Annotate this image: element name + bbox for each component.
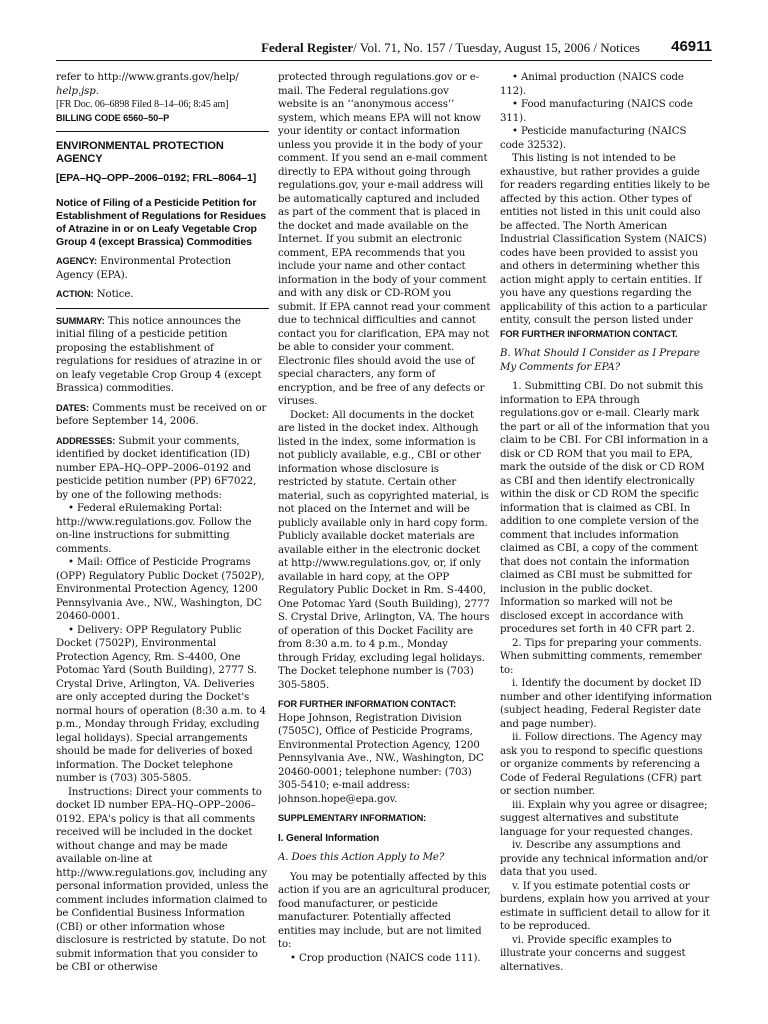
ref-url: refer to http://www.grants.gov/help/	[56, 72, 239, 83]
divider	[56, 131, 269, 132]
docket-paragraph: Docket: All documents in the docket are listed in the docket index. Although listed in the index, some information is not publicly available, e.g., CBI or other information whose disclosure is restricted by statute. Certain other material, such as copyrighted material, is not placed on the Internet and will be publicly available only in hard copy form. Publicly available docket materials are available either in the electronic docket at http://www.regulations.gov, or, if only available in hard copy, at the OPP Regulatory Public Docket in Rm. S-4400, One Potomac Yard (South Building), 2777 S. Crystal Drive, Arlington, VA. The hours of operation of this Docket Facility are from 8:30 a.m. to 4 p.m., Monday through Friday, excluding legal holidays. The Docket telephone number is (703) 305-5805.	[278, 409, 490, 691]
column-1	[56, 71, 269, 1016]
agency-heading: ENVIRONMENTAL PROTECTION AGENCY	[56, 140, 224, 165]
dates: DATES: Comments must be received on or before September 14, 2006.	[56, 402, 267, 427]
agency-line: AGENCY: Environmental Protection Agency (EPA).	[56, 256, 231, 281]
tip-item: i. Identify the document by docket ID number and other identifying information (subject heading, Federal Register date and page number).	[500, 678, 712, 730]
delivery-method: • Delivery: OPP Regulatory Public Docket (7502P), Environmental Protection Agency, Rm. S-4400, One Potomac Yard (South Building), 2777 S. Crystal Drive, Arlington, VA. Deliveries are only accepted during the Docket's normal hours of operation (8:30 a.m. to 4 p.m., Monday through Friday, excluding legal holidays). Special arrangements should be made for deliveries of boxed information. The Docket telephone number is (703) 305-5805.	[56, 624, 266, 784]
journal-name: Federal Register	[261, 40, 354, 55]
page-header	[56, 38, 712, 58]
tip-item: iii. Explain why you agree or disagree; suggest alternatives and substitute language for your requested changes.	[500, 799, 708, 838]
column-2	[278, 71, 491, 1016]
section-heading: I. General Information	[278, 832, 380, 844]
tips-paragraph: 2. Tips for preparing your comments. When submitting comments, remember to:	[500, 637, 702, 676]
divider	[56, 308, 269, 309]
mail-method: • Mail: Office of Pesticide Programs (OPP) Regulatory Public Docket (7502P), Environmental Protection Agency, 1200 Pennsylvania Ave., NW., Washington, DC 20460-0001.	[56, 557, 265, 622]
docket-number: [EPA–HQ–OPP–2006–0192; FRL–8064–1]	[56, 172, 257, 184]
action-line: ACTION: Notice.	[56, 289, 134, 300]
cbi-paragraph: 1. Submitting CBI. Do not submit this information to EPA through regulations.gov or e-mail. Clearly mark the part or all of the information that you claim to be CBI. For CBI information in a disk or CD ROM that you mail to EPA, mark the outside of the disk or CD ROM as CBI and then identify electronically within the disk or CD ROM the specific information that is claimed as CBI. In addition to one complete version of the comment that includes information claimed as CBI, a copy of the comment that does not contain the information claimed as CBI must be submitted for inclusion in the public docket. Information so marked will not be disclosed except in accordance with procedures set forth in 40 CFR part 2.	[500, 381, 710, 635]
listing-paragraph: This listing is not intended to be exhaustive, but rather provides a guide for readers regarding entities likely to be affected by this action. Other types of entities not listed in this unit could also be affected. The North American Industrial Classification System (NAICS) codes have been provided to assist you and others in determining whether this action might apply to certain entities. If you have any questions regarding the applicability of this action to a particular entity, consult the person listed under FOR FURTHER INFORMATION CONTACT.	[500, 153, 710, 339]
supplementary-heading: SUPPLEMENTARY INFORMATION:	[278, 813, 427, 823]
tip-item: vi. Provide specific examples to illustrate your concerns and suggest alternatives.	[500, 934, 686, 973]
fr-doc: [FR Doc. 06–6898 Filed 8–14–06; 8:45 am]	[56, 99, 229, 110]
instructions-cont: protected through regulations.gov or e-mail. The Federal regulations.gov website is an ‘‘anonymous access’’ system, which means EPA will not know your identity or contact information unless you provide it in the body of your comment. If you send an e-mail comment directly to EPA without going through regulations.gov, your e-mail address will be automatically captured and included as part of the comment that is placed in the docket and made available on the Internet. If you submit an electronic comment, EPA recommends that you include your name and other contact information in the body of your comment and with any disk or CD-ROM you submit. If EPA cannot read your comment due to technical difficulties and cannot contact you for clarification, EPA may not be able to consider your comment. Electronic files should avoid the use of special characters, any form of encryption, and be free of any defects or viruses.	[278, 72, 491, 407]
apply-paragraph: You may be potentially affected by this action if you are an agricultural producer, food manufacturer, or pesticide manufacturer. Potentially affected entities may include, but are not limited to:	[278, 871, 491, 950]
list-item: • Pesticide manufacturing (NAICS code 32532).	[500, 126, 687, 151]
list-item: • Animal production (NAICS code 112).	[500, 72, 684, 97]
tip-item: iv. Describe any assumptions and provide any technical information and/or data that you used.	[500, 840, 708, 878]
list-item: • Crop production (NAICS code 111).	[290, 952, 481, 964]
tip-item: ii. Follow directions. The Agency may ask you to respond to specific questions or organize comments by referencing a Code of Federal Regulations (CFR) part or section number.	[500, 732, 703, 797]
document-title: Notice of Filing of a Pesticide Petition for Establishment of Regulations for Residues of Atrazine in or on Leafy Vegetable Crop Group 4 (except Brassica) Commodities	[56, 197, 267, 248]
erulemaking-method: • Federal eRulemaking Portal: http://www.regulations.gov. Follow the on-line instructions for submitting comments.	[56, 503, 252, 555]
header-rule	[56, 60, 712, 61]
summary: SUMMARY: This notice announces the initial filing of a pesticide petition proposing the establishment of regulations for residues of atrazine in or on leafy vegetable Crop Group 4 (except Brassica) commodities.	[56, 315, 262, 394]
instructions: Instructions: Direct your comments to docket ID number EPA–HQ–OPP–2006–0192. EPA's policy is that all comments received will be included in the docket without change and may be made available on-line at http://www.regulations.gov, including any personal information provided, unless the comment includes information claimed to be Confidential Business Information (CBI) or other information whose disclosure is restricted by statute. Do not submit information that you consider to be CBI or otherwise	[56, 786, 269, 973]
subsection-heading: B. What Should I Consider as I Prepare My Comments for EPA?	[500, 348, 700, 373]
tip-item: v. If you estimate potential costs or burdens, explain how you arrived at your estimate in sufficient detail to allow for it to be reproduced.	[500, 880, 710, 932]
list-item: • Food manufacturing (NAICS code 311).	[500, 99, 693, 124]
running-header: / Vol. 71, No. 157 / Tuesday, August 15, 2006 / Notices	[353, 40, 640, 55]
contact-info: FOR FURTHER INFORMATION CONTACT: Hope Johnson, Registration Division (7505C), Office of Pesticide Programs, Environmental Protection Agency, 1200 Pennsylvania Ave., NW., Washington, DC 20460-0001; telephone number: (703) 305-5410; e-mail address: johnson.hope@epa.gov.	[278, 699, 484, 805]
billing-code: BILLING CODE 6560–50–P	[56, 112, 170, 123]
subsection-heading: A. Does this Action Apply to Me?	[278, 852, 445, 863]
ref-url-cont: help.jsp.	[56, 85, 99, 97]
column-3	[500, 71, 713, 1016]
addresses: ADDRESSES: Submit your comments, identified by docket identification (ID) number EPA–HQ–OPP–2006–0192 and pesticide petition number (PP) 6F7022, by one of the following methods:	[56, 435, 257, 501]
page-number: 46911	[671, 38, 712, 55]
